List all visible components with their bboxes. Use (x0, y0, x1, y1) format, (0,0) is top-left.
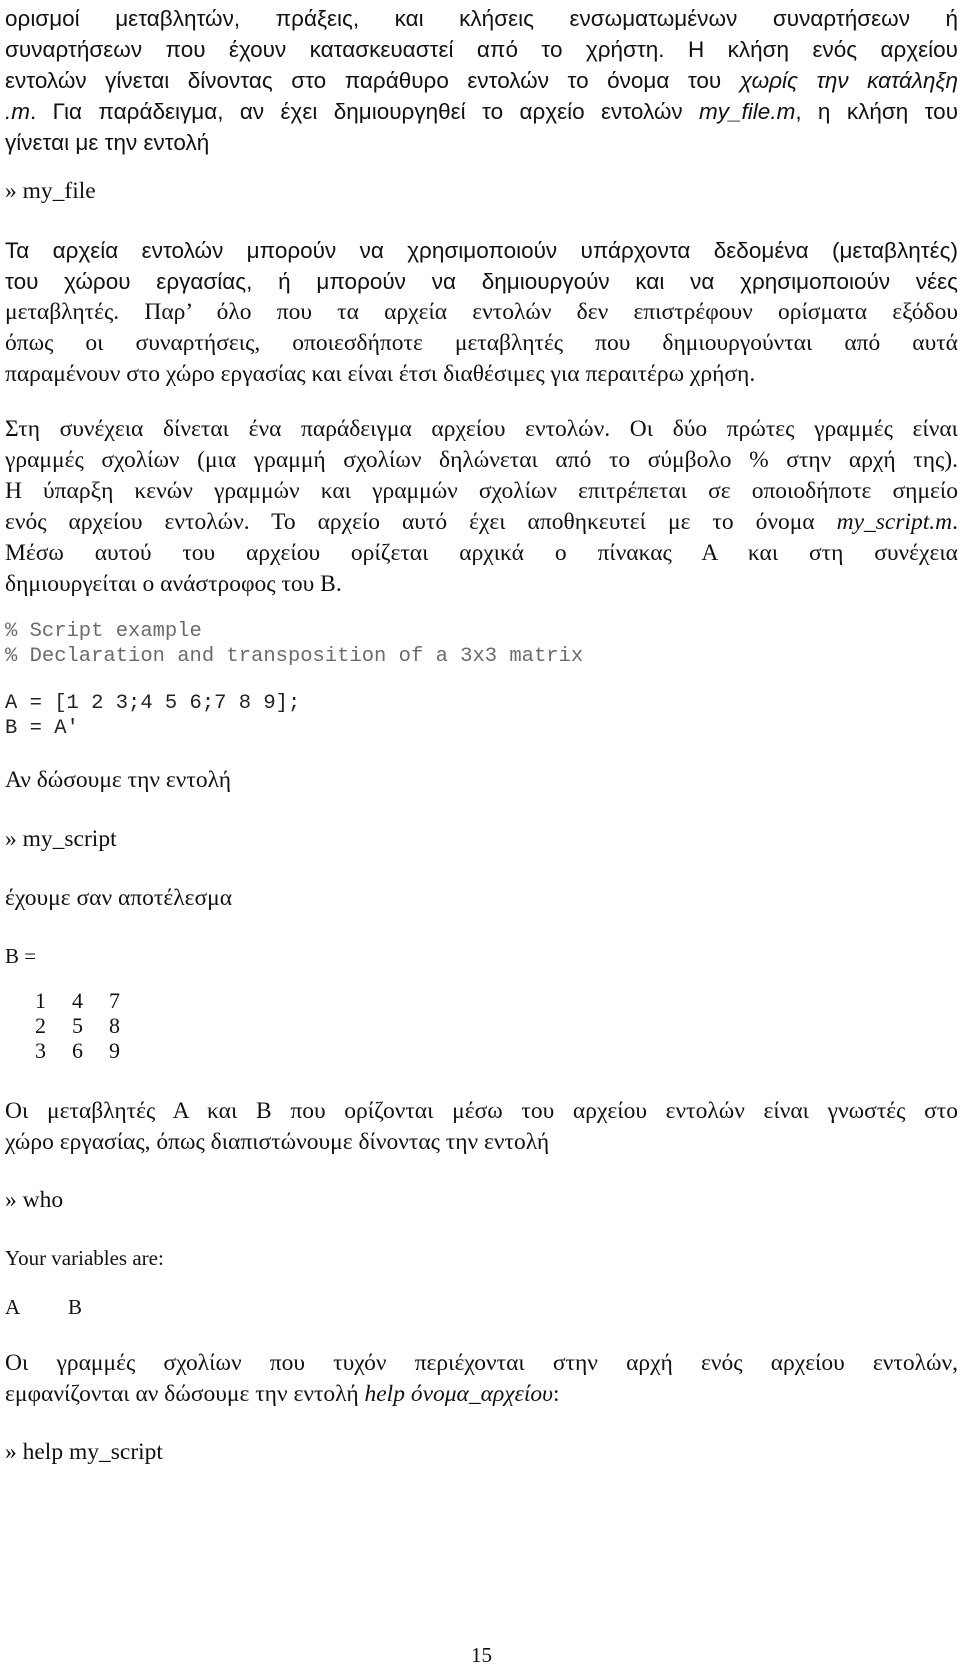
command-who: » who (5, 1187, 64, 1213)
paragraph-1-line-5: γίνεται με την εντολή (5, 130, 210, 155)
text: ενός αρχείου εντολών. Το αρχείο αυτό έχει αποθηκευτεί με το όνομα (5, 509, 837, 535)
matrix-cell: 8 (109, 1013, 120, 1038)
text: , η κλήση του (795, 99, 958, 124)
command-my-script: » my_script (5, 826, 117, 852)
matrix-cell: 2 (35, 1013, 46, 1038)
matrix-cell: 9 (109, 1038, 120, 1063)
paragraph-4-line-2: χώρο εργασίας, όπως διαπιστώνουμε δίνοντας την εντολή (5, 1129, 550, 1155)
paragraph-2-line-1: Τα αρχεία εντολών μπορούν να χρησιμοποιούν υπάρχοντα δεδομένα (μεταβλητές) (5, 238, 958, 263)
italic-command: help όνομα_αρχείου (364, 1381, 553, 1407)
code-line-1: A = [1 2 3;4 5 6;7 8 9]; (5, 692, 301, 715)
paragraph-3-line-4 (5, 507, 958, 538)
code-line-2: B = A' (5, 717, 79, 740)
matrix-row (35, 988, 146, 1014)
your-variables-label: Your variables are: (5, 1246, 164, 1270)
paragraph-3-line-5: Μέσω αυτού του αρχείου ορίζεται αρχικά ο πίνακας Α και στη συνέχεια (5, 540, 958, 566)
paragraph-2-line-4: όπως οι συναρτήσεις, οποιεσδήποτε μεταβλητές που δημιουργούνται από αυτά (5, 330, 958, 356)
matrix-cell: 1 (35, 988, 46, 1013)
paragraph-3-line-1: Στη συνέχεια δίνεται ένα παράδειγμα αρχείου εντολών. Οι δύο πρώτες γραμμές είναι (5, 416, 958, 442)
paragraph-1-line-1: ορισμοί μεταβλητών, πράξεις, και κλήσεις ενσωματωμένων συναρτήσεων ή (5, 6, 958, 31)
paragraph-2-line-2: του χώρου εργασίας, ή μπορούν να δημιουργούν και να χρησιμοποιούν νέες (5, 269, 958, 294)
matrix-cell: 7 (109, 988, 120, 1013)
code-comment-1: % Script example (5, 620, 202, 643)
italic-filename: my_file.m (699, 99, 796, 124)
code-comment-2: % Declaration and transposition of a 3x3 matrix (5, 645, 584, 668)
page-number: 15 (471, 1643, 492, 1667)
matrix-cell: 3 (35, 1038, 46, 1063)
paragraph-2-line-3: μεταβλητές. Παρ’ όλο που τα αρχεία εντολών δεν επιστρέφουν ορίσματα εξόδου (5, 299, 958, 325)
b-equals-label: B = (5, 944, 37, 968)
paragraph-1-line-4 (5, 96, 958, 127)
if-we-give-text: Αν δώσουμε την εντολή (5, 767, 232, 793)
matrix-cell: 6 (72, 1038, 83, 1063)
text: εμφανίζονται αν δώσουμε την εντολή (5, 1381, 365, 1407)
text: : (552, 1381, 560, 1407)
text: εντολών γίνεται δίνοντας στο παράθυρο εντολών το όνομα του (5, 68, 740, 93)
variable-a: A (5, 1295, 21, 1319)
paragraph-3-line-2: γραμμές σχολίων (μια γραμμή σχολίων δηλώνεται από το σύμβολο % στην αρχή της). (5, 447, 958, 473)
text: . (952, 509, 958, 535)
command-my-file: » my_file (5, 178, 96, 204)
matrix-cell: 5 (72, 1013, 83, 1038)
matrix-cell: 4 (72, 988, 83, 1013)
command-help: » help my_script (5, 1439, 163, 1465)
result-label: έχουμε σαν αποτέλεσμα (5, 885, 233, 911)
variable-b: B (68, 1295, 83, 1319)
paragraph-1-line-3 (5, 65, 958, 96)
italic-extension: .m (5, 99, 30, 124)
italic-filename: my_script.m (836, 509, 953, 535)
matrix-row (35, 1013, 146, 1039)
paragraph-3-line-3: Η ύπαρξη κενών γραμμών και γραμμών σχολίων επιτρέπεται σε οποιοδήποτε σημείο (5, 478, 958, 504)
paragraph-1-line-2: συναρτήσεων που έχουν κατασκευαστεί από το χρήστη. Η κλήση ενός αρχείου (5, 37, 958, 62)
matrix-row (35, 1038, 146, 1064)
italic-text: χωρίς την κατάληξη (739, 68, 958, 93)
paragraph-3-line-6: δημιουργείται ο ανάστροφος του Β. (5, 571, 342, 597)
paragraph-4-line-1: Οι μεταβλητές Α και Β που ορίζονται μέσω του αρχείου εντολών είναι γνωστές στο (5, 1098, 958, 1124)
paragraph-5-line-1: Οι γραμμές σχολίων που τυχόν περιέχονται στην αρχή ενός αρχείου εντολών, (5, 1350, 958, 1376)
paragraph-2-line-5: παραμένουν στο χώρο εργασίας και είναι έτσι διαθέσιμες για περαιτέρω χρήση. (5, 361, 756, 387)
paragraph-5-line-2 (5, 1379, 559, 1410)
text: . Για παράδειγμα, αν έχει δημιουργηθεί το αρχείο εντολών (30, 99, 700, 124)
